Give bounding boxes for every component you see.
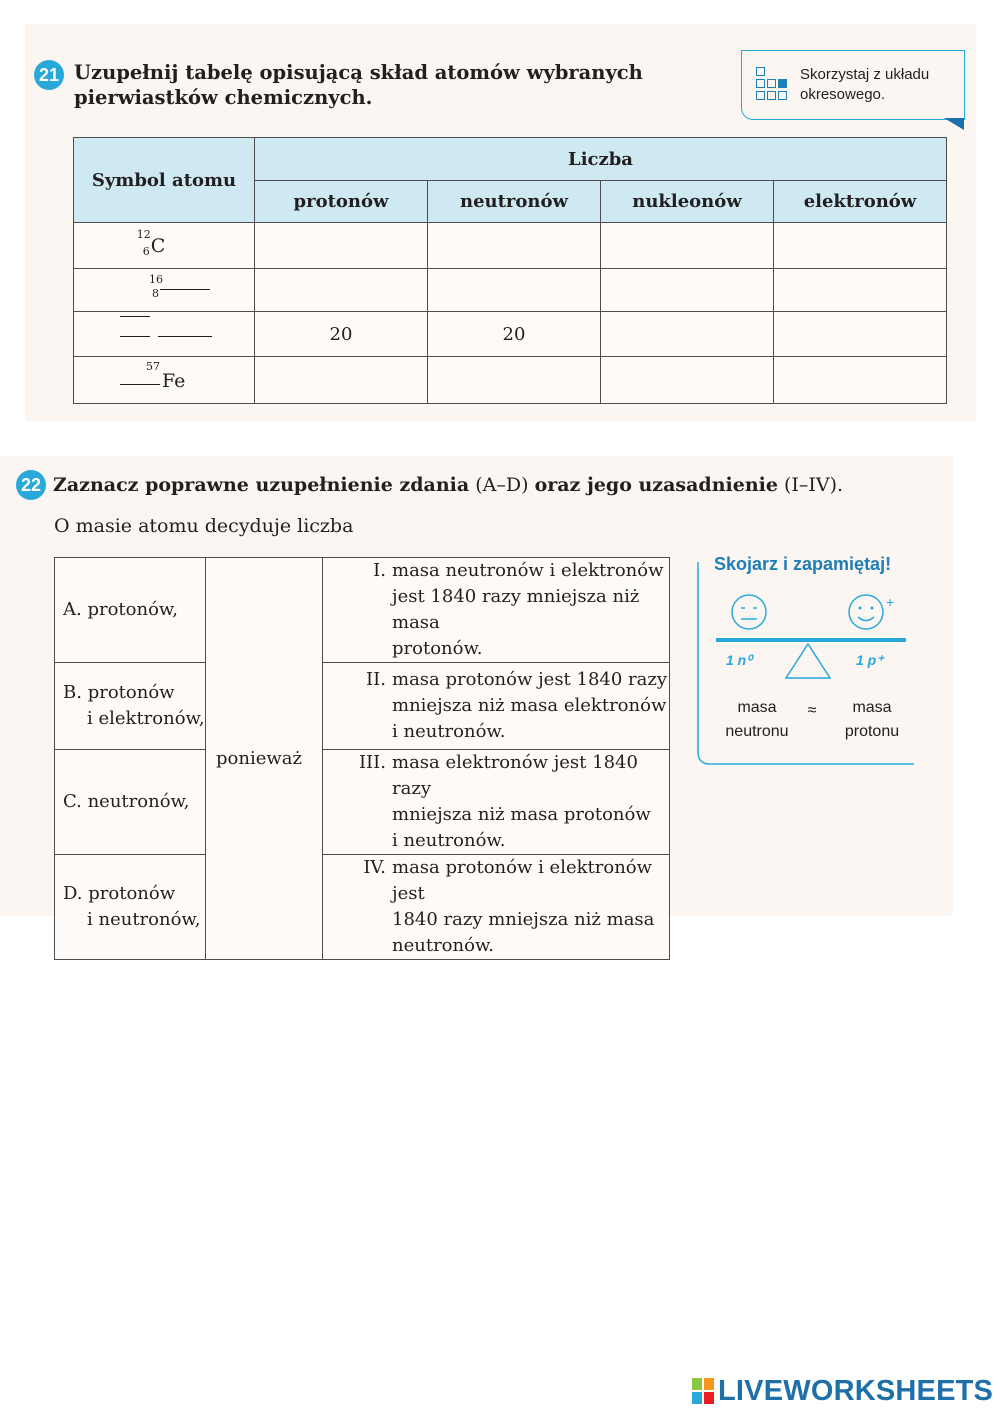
symbol-blank[interactable]: [160, 289, 210, 290]
answer-cell[interactable]: [428, 223, 601, 269]
liveworksheets-logo: [692, 1376, 993, 1406]
count-group-header: Liczba: [255, 138, 947, 181]
answer-cell[interactable]: [601, 357, 774, 404]
exercise-21-title-line1: Uzupełnij tabelę opisującą skład atomów wybranych: [74, 61, 643, 84]
exercise-22-number: 22: [16, 470, 46, 500]
tip-line2: okresowego.: [800, 86, 886, 103]
caption-line: masa: [737, 699, 777, 716]
option-text: protonów: [88, 883, 176, 904]
answer-cell[interactable]: [428, 269, 601, 312]
proton-mass-caption: [832, 696, 912, 744]
caption-line: masa: [852, 699, 892, 716]
answer-cell[interactable]: [255, 269, 428, 312]
answer-cell[interactable]: [774, 223, 947, 269]
reason-number: III.: [358, 752, 386, 773]
option-a[interactable]: [55, 558, 206, 663]
mass-number: 16: [149, 272, 163, 286]
title-bold-part1: Zaznacz poprawne uzupełnienie zdania: [53, 474, 470, 496]
symbol-cell-carbon: [74, 223, 255, 269]
atomic-number: 8: [152, 286, 159, 300]
reason-line: neutronów.: [392, 935, 494, 956]
neutron-label: 1 n⁰: [726, 652, 752, 668]
table-row: [74, 312, 947, 357]
mass-number: 57: [146, 359, 160, 373]
title-bold-part2: oraz jego uzasadnienie: [534, 474, 778, 496]
exercise-22-prompt: O masie atomu decyduje liczba: [54, 515, 354, 537]
exercise-21-title: [74, 60, 643, 110]
symbol-column-header: Symbol atomu: [74, 138, 255, 223]
option-text: protonów,: [87, 599, 178, 620]
mass-number: 12: [136, 227, 151, 241]
answer-cell[interactable]: [255, 357, 428, 404]
symbol-blank[interactable]: [158, 336, 212, 337]
exercise-22-title: [53, 473, 843, 498]
logo-text: LIVEWORKSHEETS: [718, 1374, 994, 1407]
remember-box: [696, 552, 916, 767]
electrons-header: elektronów: [774, 181, 947, 223]
exercise-21-title-line2: pierwiastków chemicznych.: [74, 86, 373, 109]
atomic-number: 6: [142, 244, 150, 258]
caption-line: protonu: [844, 723, 900, 740]
table-row: [74, 269, 947, 312]
answer-cell[interactable]: [428, 357, 601, 404]
reason-iv[interactable]: [323, 855, 670, 960]
option-text: neutronów,: [87, 791, 190, 812]
reason-line: masa protonów i elektronów jest: [392, 857, 653, 904]
reason-line: mniejsza niż masa protonów: [392, 804, 651, 825]
frame-bottom-line: [698, 752, 914, 764]
atom-composition-table: [73, 137, 947, 404]
connector-word: ponieważ: [216, 747, 302, 769]
reason-number: II.: [366, 669, 386, 690]
element-symbol: Fe: [162, 369, 186, 392]
reason-line: jest 1840 razy mniejsza niż masa: [392, 586, 640, 633]
answer-cell[interactable]: [774, 312, 947, 357]
symbol-cell-iron: [74, 357, 255, 404]
connector-cell: [206, 558, 323, 960]
table-row: [74, 223, 947, 269]
answer-cell[interactable]: [255, 223, 428, 269]
reason-line: mniejsza niż masa elektronów: [392, 695, 667, 716]
neutron-mass-caption: [716, 696, 798, 744]
option-letter: C.: [63, 791, 82, 812]
table-row: [74, 357, 947, 404]
protons-value: 20: [255, 312, 428, 357]
answer-cell[interactable]: [601, 223, 774, 269]
neutrons-value: 20: [428, 312, 601, 357]
approx-sign: ≈: [807, 702, 817, 719]
title-normal-part1: (A–D): [469, 474, 535, 496]
option-letter: B.: [63, 682, 82, 703]
exercise-21-number: 21: [34, 60, 64, 90]
protons-header: protonów: [255, 181, 428, 223]
option-c[interactable]: [55, 750, 206, 855]
nucleons-header: nukleonów: [601, 181, 774, 223]
option-letter: D.: [63, 883, 83, 904]
option-text-line2: i elektronów,: [87, 708, 205, 729]
reason-i[interactable]: [323, 558, 670, 663]
reason-iii[interactable]: [323, 750, 670, 855]
reason-line: i neutronów.: [392, 830, 506, 851]
reason-line: protonów.: [392, 638, 483, 659]
symbol-cell-blank[interactable]: [74, 312, 255, 357]
logo-mark-icon: [692, 1378, 714, 1404]
reason-line: masa protonów jest 1840 razy: [392, 669, 668, 690]
periodic-table-tip: [741, 50, 965, 120]
reason-line: masa elektronów jest 1840 razy: [392, 752, 638, 799]
atomic-blank[interactable]: [120, 336, 150, 337]
answer-cell[interactable]: [601, 269, 774, 312]
tip-corner-decoration: [944, 118, 964, 130]
option-b[interactable]: [55, 663, 206, 750]
reason-number: I.: [373, 560, 386, 581]
periodic-table-icon: [756, 67, 794, 101]
proton-label: 1 p⁺: [856, 652, 884, 668]
title-normal-part2: (I–IV).: [777, 474, 844, 496]
reason-number: IV.: [363, 857, 386, 878]
reason-ii[interactable]: [323, 663, 670, 750]
plus-sign: +: [886, 594, 895, 610]
happy-face-icon: [849, 595, 883, 629]
caption-line: neutronu: [725, 723, 789, 740]
symbol-cell-16-8[interactable]: [74, 269, 255, 312]
answer-cell[interactable]: [774, 269, 947, 312]
element-symbol: C: [150, 234, 166, 257]
atomic-blank[interactable]: [120, 384, 160, 385]
sentence-completion-table: [54, 557, 670, 960]
remember-title: Skojarz i zapamiętaj!: [714, 554, 892, 574]
neutrons-header: neutronów: [428, 181, 601, 223]
option-text-line2: i neutronów,: [87, 909, 201, 930]
reason-line: i neutronów.: [392, 721, 506, 742]
tip-line1: Skorzystaj z układu: [800, 66, 930, 83]
reason-line: masa neutronów i elektronów: [392, 560, 664, 581]
mass-blank[interactable]: [120, 316, 150, 317]
answer-cell[interactable]: [601, 312, 774, 357]
option-letter: A.: [63, 599, 82, 620]
option-text: protonów: [87, 682, 175, 703]
answer-cell[interactable]: [774, 357, 947, 404]
balance-fulcrum: [786, 644, 830, 678]
reason-line: 1840 razy mniejsza niż masa: [392, 909, 655, 930]
neutral-face-icon: [732, 595, 766, 629]
option-d[interactable]: [55, 855, 206, 960]
